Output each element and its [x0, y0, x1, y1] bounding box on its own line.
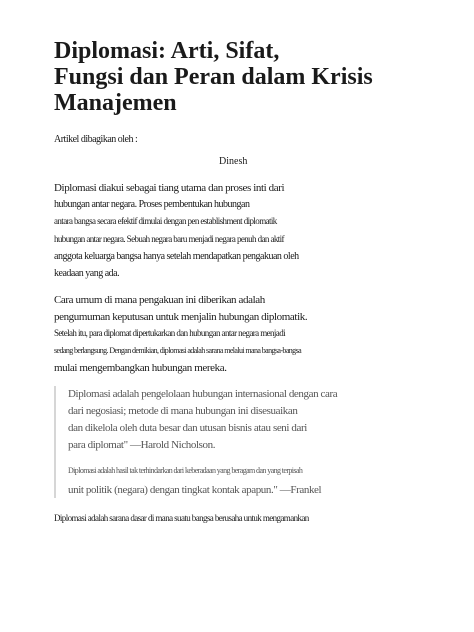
quote-line: Diplomasi adalah hasil tak terhindarkan dari keberadaan yang beragam dan yang terpisah: [68, 466, 303, 475]
paragraph-line: antara bangsa secara efektif dimulai dengan pen establishment diplomatik: [54, 216, 277, 226]
quote-line: para diplomat" —Harold Nicholson.: [68, 439, 216, 451]
paragraph-line: Cara umum di mana pengakuan ini diberikan adalah: [54, 294, 265, 306]
quote-line: Diplomasi adalah pengelolaan hubungan internasional dengan cara: [68, 388, 338, 400]
shared-by-label: Artikel dibagikan oleh :: [54, 134, 138, 145]
paragraph-line: sedang berlangsung. Dengan demikian, diplomasi adalah sarana melalui mana bangsa-bangsa: [54, 346, 302, 355]
title-line: Diplomasi: Arti, Sifat,: [54, 38, 280, 64]
document-title: [54, 38, 434, 116]
title-line: Fungsi dan Peran dalam Krisis: [54, 64, 373, 90]
paragraph-line: Diplomasi adalah sarana dasar di mana suatu bangsa berusaha untuk mengamankan: [54, 513, 309, 523]
paragraph-line: mulai mengembangkan hubungan mereka.: [54, 362, 227, 374]
paragraph-line: keadaan yang ada.: [54, 268, 120, 279]
title-line: Manajemen: [54, 90, 177, 116]
blockquote-bar: [54, 386, 56, 498]
quote-line: unit politik (negara) dengan tingkat kontak apapun." —Frankel: [68, 484, 322, 496]
paragraph-line: anggota keluarga bangsa hanya setelah mendapatkan pengakuan oleh: [54, 251, 299, 262]
quote-line: dan dikelola oleh duta besar dan utusan bisnis atau seni dari: [68, 422, 307, 434]
paragraph-line: pengumuman keputusan untuk menjalin hubungan diplomatik.: [54, 311, 308, 323]
paragraph-line: Diplomasi diakui sebagai tiang utama dan proses inti dari: [54, 182, 285, 194]
paragraph-line: hubungan antar negara. Sebuah negara baru menjadi negara penuh dan aktif: [54, 234, 284, 244]
author-name: Dinesh: [219, 156, 248, 167]
paragraph-line: Setelah itu, para diplomat dipertukarkan dan hubungan antar negara menjadi: [54, 328, 286, 338]
quote-line: dari negosiasi; metode di mana hubungan ini disesuaikan: [68, 405, 298, 417]
paragraph-line: hubungan antar negara. Proses pembentukan hubungan: [54, 199, 250, 210]
